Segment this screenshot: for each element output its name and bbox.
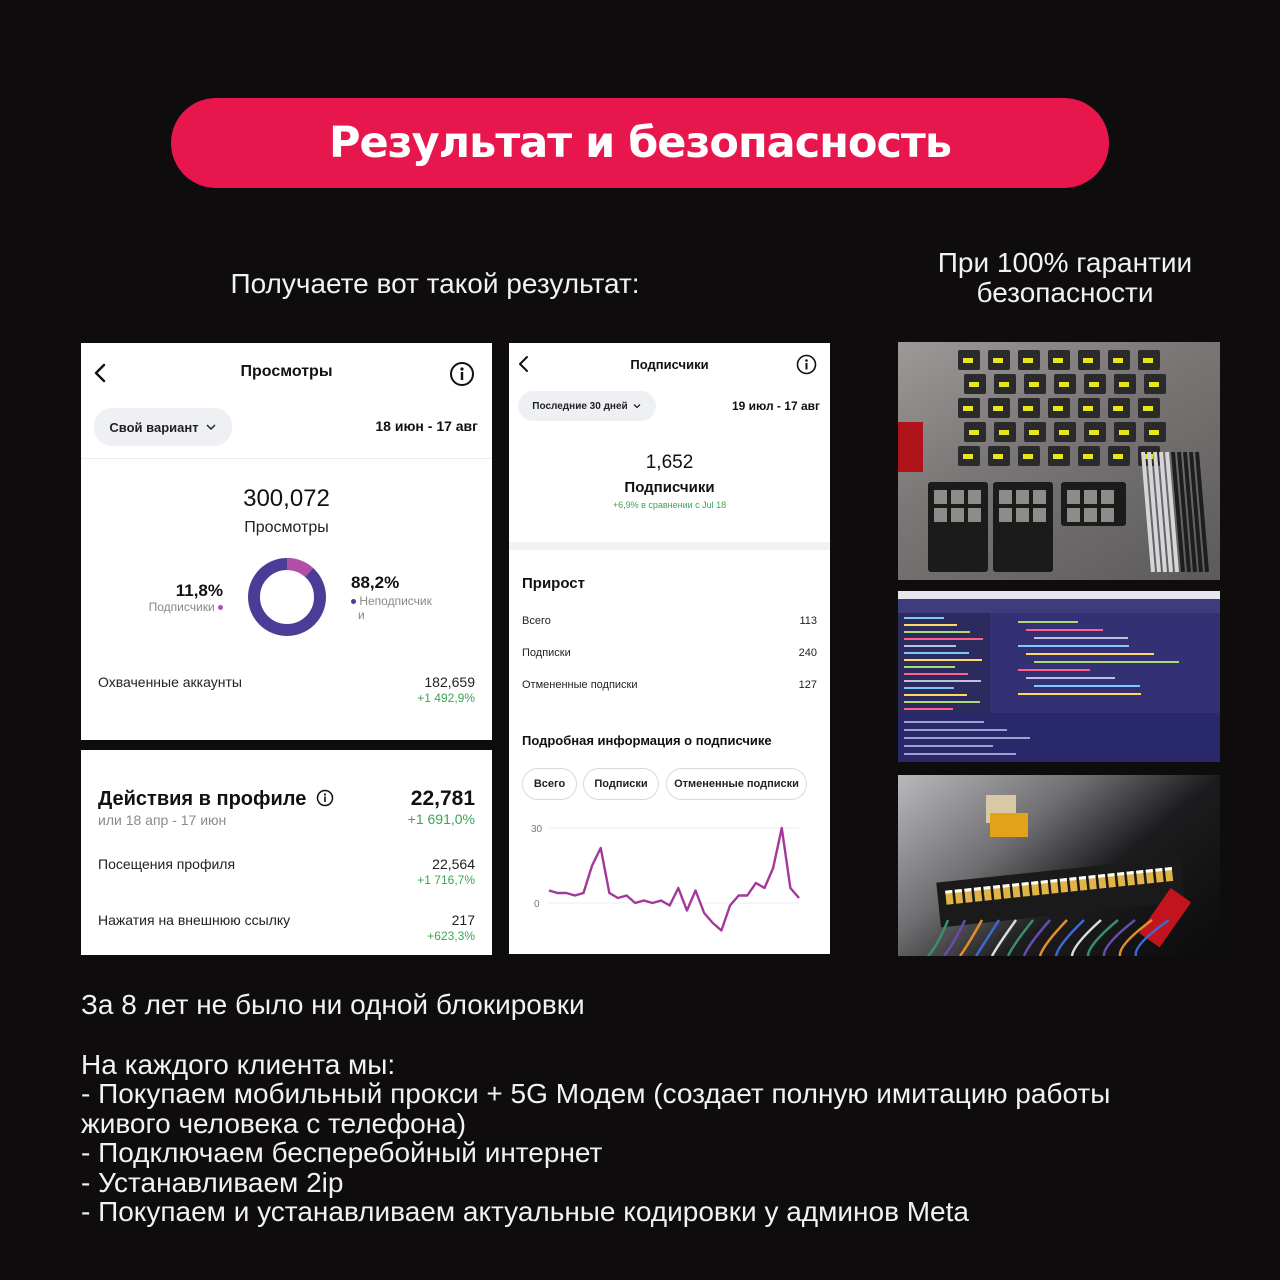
- spacer: [81, 1020, 1241, 1050]
- right-heading-line2: безопасности: [976, 277, 1154, 308]
- tab-unfollows[interactable]: Отмененные подписки: [666, 768, 807, 800]
- followers-label: Подписчики: [148, 600, 215, 614]
- actions-subtitle: или 18 апр - 17 июн: [98, 812, 227, 828]
- followers-card: [509, 343, 830, 954]
- link-label: Нажатия на внешнюю ссылку: [98, 912, 291, 928]
- link-value: 217: [451, 912, 475, 928]
- donut-nonfollowers-segment: [254, 564, 320, 630]
- views-filter-dropdown[interactable]: [94, 408, 232, 446]
- chart-y-tick: 0: [534, 899, 540, 910]
- list-item: живого человека с телефона): [81, 1107, 467, 1139]
- views-date-range: 18 июн - 17 авг: [375, 418, 478, 434]
- followers-line-chart: [509, 813, 830, 948]
- growth-row-label: Подписки: [522, 647, 571, 659]
- right-heading-line1: При 100% гарантии: [937, 247, 1193, 278]
- followers-compare-text: +6,9% в сравнении с Jul 18: [612, 500, 727, 510]
- views-title: Просмотры: [240, 363, 333, 380]
- monitor-photo-illustration: [898, 591, 1220, 762]
- reached-value: 182,659: [424, 674, 475, 690]
- bottom-text: [81, 990, 1241, 1227]
- nonfollowers-label-l2: и: [358, 608, 365, 622]
- followers-title: Подписчики: [630, 357, 709, 372]
- growth-row-value: 240: [798, 647, 817, 659]
- actions-title: [98, 788, 334, 811]
- nonfollowers-label-l1: Неподписчик: [359, 594, 432, 608]
- growth-row-label: Всего: [522, 615, 551, 627]
- link-change: +623,3%: [427, 929, 475, 943]
- reached-label: Охваченные аккаунты: [98, 674, 242, 690]
- followers-total: 1,652: [645, 452, 694, 473]
- patch-panel-illustration: [898, 775, 1220, 956]
- list-item: - Покупаем мобильный прокси + 5G Модем (создает полную имитацию работы: [81, 1078, 1111, 1109]
- modems-photo-illustration: [898, 342, 1220, 580]
- chart-y-tick: 30: [531, 824, 543, 835]
- page-title: Результат и безопасность: [328, 118, 952, 168]
- info-icon[interactable]: [796, 354, 817, 375]
- followers-pct: 11,8%: [175, 581, 223, 600]
- list-item: - Подключаем бесперебойный интернет: [81, 1137, 603, 1168]
- equipment-photo: [898, 342, 1220, 580]
- followers-total-label: Подписчики: [624, 479, 715, 496]
- views-total-label: Просмотры: [244, 519, 329, 536]
- followers-filter-label: Последние 30 дней: [532, 400, 628, 412]
- patch-panel-photo: [898, 775, 1220, 956]
- per-client-heading: На каждого клиента мы:: [81, 1048, 396, 1080]
- views-card: [81, 343, 492, 740]
- left-heading: Получаете вот такой результат:: [230, 268, 640, 299]
- views-filter-label: Свой вариант: [109, 419, 199, 435]
- growth-row-label: Отмененные подписки: [522, 679, 638, 691]
- growth-row-value: 127: [798, 679, 817, 691]
- actions-total: 22,781: [410, 787, 475, 810]
- followers-dot: [218, 605, 223, 610]
- right-heading: [900, 248, 1230, 308]
- reached-change: +1 492,9%: [417, 691, 475, 705]
- views-total: 300,072: [243, 485, 330, 512]
- growth-row-value: 113: [799, 615, 817, 627]
- followers-compare: [509, 500, 830, 510]
- nonfollowers-dot: [351, 599, 356, 604]
- info-icon[interactable]: [316, 789, 334, 807]
- chevron-down-icon: [205, 421, 217, 433]
- chevron-down-icon: [632, 401, 642, 411]
- tab-follows[interactable]: Подписки: [583, 768, 659, 800]
- nonfollowers-pct: 88,2%: [351, 573, 400, 592]
- actions-total-change: +1 691,0%: [407, 811, 475, 827]
- info-icon[interactable]: [449, 361, 475, 387]
- list-item: - Устанавливаем 2ip: [81, 1166, 344, 1198]
- visits-value: 22,564: [432, 856, 475, 872]
- tab-all[interactable]: Всего: [522, 768, 577, 800]
- chart-series-line: [549, 828, 799, 931]
- donut-chart: [247, 557, 327, 637]
- list-item: - Покупаем и устанавливаем актуальные кодировки у админов Meta: [81, 1196, 969, 1227]
- followers-legend: [111, 600, 223, 614]
- detail-title: Подробная информация о подписчике: [522, 733, 772, 748]
- actions-title-text: Действия в профиле: [98, 788, 307, 810]
- section-divider: [509, 542, 830, 550]
- title-banner: [171, 98, 1109, 188]
- nonfollowers-legend: [351, 594, 451, 622]
- actions-card: [81, 750, 492, 955]
- no-blocks-line: За 8 лет не было ни одной блокировки: [81, 989, 585, 1020]
- code-screen-photo: [898, 591, 1220, 762]
- followers-filter-dropdown[interactable]: [518, 391, 656, 421]
- followers-date-range: 19 июл - 17 авг: [731, 399, 820, 413]
- visits-change: +1 716,7%: [417, 873, 475, 887]
- visits-label: Посещения профиля: [98, 856, 236, 872]
- divider: [81, 458, 492, 459]
- growth-title: Прирост: [522, 575, 585, 592]
